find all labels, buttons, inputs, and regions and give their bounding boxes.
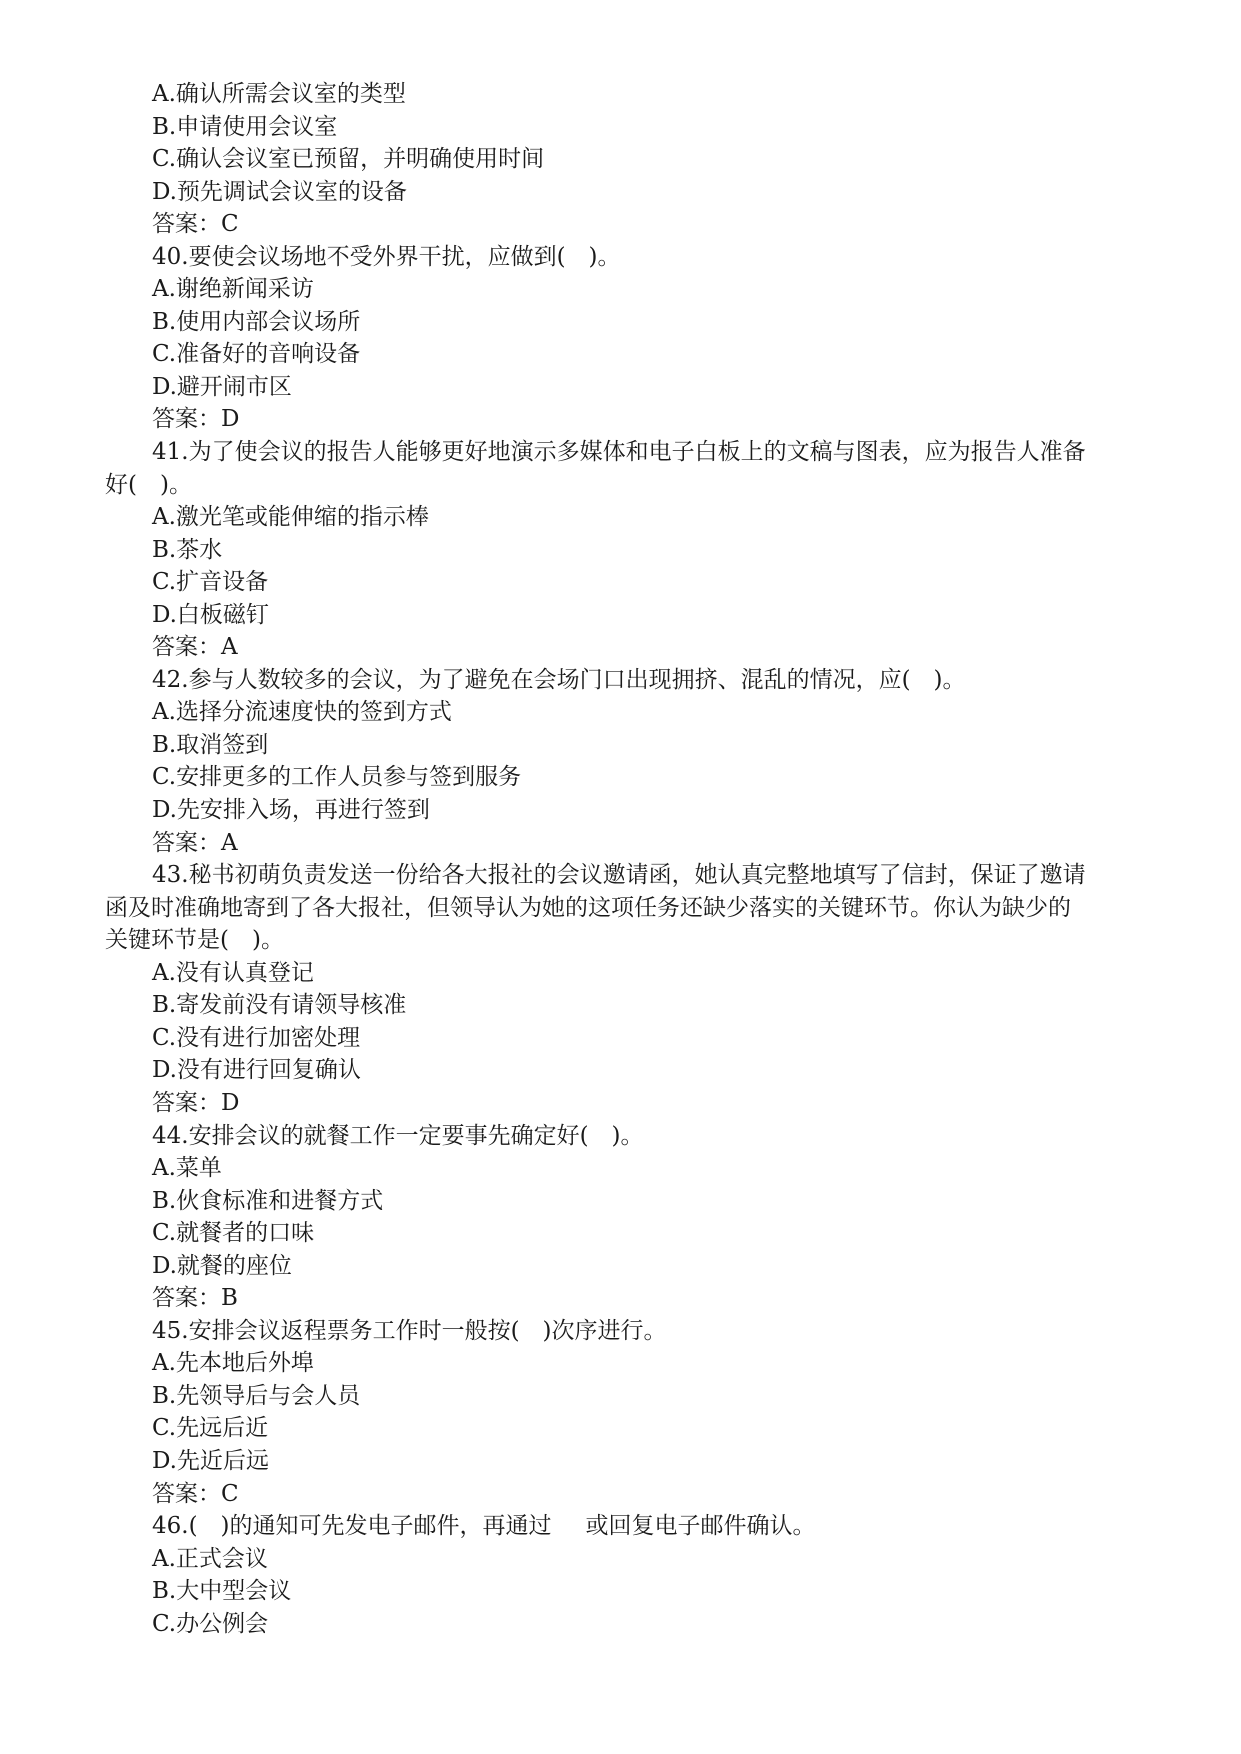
q41-answer: 答案：A (152, 634, 238, 661)
q45-option-d: D.先近后远 (152, 1447, 269, 1474)
q39-option-c: C.确认会议室已预留，并明确使用时间 (152, 146, 545, 173)
q42-option-b: B.取消签到 (152, 731, 269, 758)
q45-stem: 45.安排会议返程票务工作时一般按( )次序进行。 (152, 1317, 667, 1344)
q45-option-b: B.先领导后与会人员 (152, 1382, 361, 1409)
q44-option-c: C.就餐者的口味 (152, 1220, 315, 1247)
q45-answer: 答案：C (152, 1480, 239, 1507)
q42-stem: 42.参与人数较多的会议，为了避免在会场门口出现拥挤、混乱的情况，应( )。 (152, 666, 966, 693)
q39-option-a: A.确认所需会议室的类型 (152, 81, 406, 107)
q44-stem: 44.安排会议的就餐工作一定要事先确定好( )。 (152, 1122, 644, 1149)
q44-option-a: A.菜单 (152, 1155, 222, 1182)
q42-option-c: C.安排更多的工作人员参与签到服务 (152, 764, 522, 791)
q41-option-c: C.扩音设备 (152, 569, 269, 596)
q46-option-c: C.办公例会 (152, 1610, 269, 1637)
q40-option-b: B.使用内部会议场所 (152, 308, 361, 335)
q46-option-a: A.正式会议 (152, 1545, 268, 1572)
q41-stem-line-1: 41.为了使会议的报告人能够更好地演示多媒体和电子白板上的文稿与图表，应为报告人准备 (152, 439, 1086, 466)
q43-stem-line-1: 43.秘书初萌负责发送一份给各大报社的会议邀请函，她认真完整地填写了信封，保证了邀请 (152, 862, 1086, 889)
q43-stem-line-2: 函及时准确地寄到了各大报社，但领导认为她的这项任务还缺少落实的关键环节。你认为缺少的 (105, 894, 1071, 921)
q42-option-a: A.选择分流速度快的签到方式 (152, 699, 452, 726)
q43-stem-line-3: 关键环节是( )。 (105, 927, 284, 954)
q45-option-c: C.先远后近 (152, 1415, 269, 1442)
q46-stem-part-1: 46.( )的通知可先发电子邮件，再通过 (152, 1513, 552, 1540)
q43-option-a: A.没有认真登记 (152, 959, 314, 986)
q40-stem: 40.要使会议场地不受外界干扰，应做到( )。 (152, 243, 621, 270)
q40-option-a: A.谢绝新闻采访 (152, 276, 314, 303)
q44-answer: 答案：B (152, 1285, 238, 1312)
q41-option-b: B.茶水 (152, 536, 223, 563)
q39-answer: 答案：C (152, 211, 239, 238)
q40-option-d: D.避开闹市区 (152, 373, 292, 400)
q42-answer: 答案：A (152, 829, 238, 856)
q41-option-a: A.激光笔或能伸缩的指示棒 (152, 504, 429, 531)
q46-stem (0, 1510, 1241, 1543)
q46-stem-part-2: 或回复电子邮件确认。 (585, 1513, 816, 1540)
q43-option-c: C.没有进行加密处理 (152, 1024, 361, 1051)
q45-option-a: A.先本地后外埠 (152, 1350, 314, 1377)
q41-stem-line-2: 好( )。 (105, 471, 192, 498)
q39-option-d: D.预先调试会议室的设备 (152, 178, 407, 205)
q43-option-d: D.没有进行回复确认 (152, 1057, 361, 1084)
q39-option-b: B.申请使用会议室 (152, 113, 338, 140)
q40-option-c: C.准备好的音响设备 (152, 341, 361, 368)
document-page (0, 78, 1241, 1640)
q43-answer: 答案：D (152, 1089, 240, 1116)
q41-option-d: D.白板磁钉 (152, 601, 269, 628)
q46-option-b: B.大中型会议 (152, 1578, 292, 1605)
q40-answer: 答案：D (152, 406, 240, 433)
q44-option-d: D.就餐的座位 (152, 1252, 292, 1279)
q43-option-b: B.寄发前没有请领导核准 (152, 992, 407, 1019)
q44-option-b: B.伙食标准和进餐方式 (152, 1187, 384, 1214)
q42-option-d: D.先安排入场，再进行签到 (152, 797, 430, 824)
